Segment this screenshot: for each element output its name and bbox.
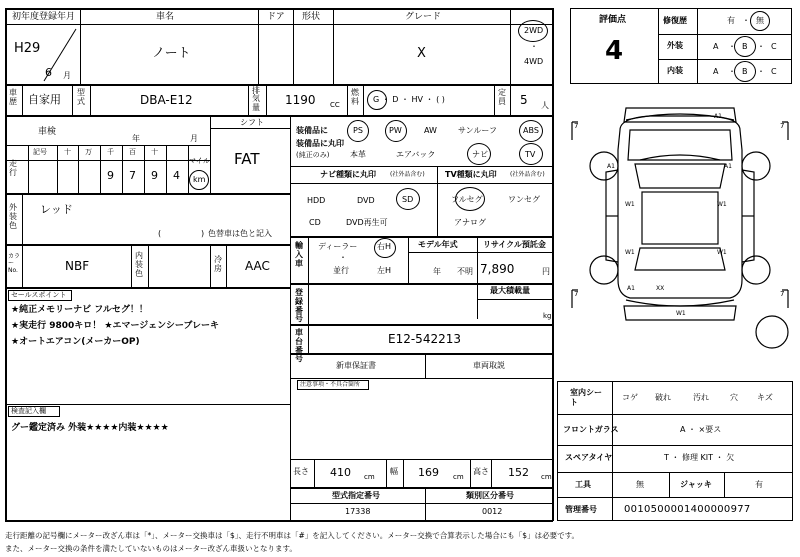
interior-label: 内装 bbox=[667, 66, 683, 75]
spare-options: T ・ 修理 KIT ・ 欠 bbox=[664, 453, 735, 462]
exterior-grade-b: B bbox=[742, 42, 748, 51]
interior-grade-dot: ・ bbox=[757, 67, 765, 76]
width-unit: cm bbox=[453, 473, 464, 481]
side-marker-left-bottom: 7 bbox=[574, 290, 579, 298]
recycle-label: リサイクル預託金 bbox=[483, 240, 546, 249]
interior-color-label: 内装色 bbox=[135, 251, 143, 278]
rating-label: 評価点 bbox=[599, 15, 627, 25]
navi-dvd-playable: DVD再生可 bbox=[346, 218, 388, 227]
color-note-open: ( bbox=[158, 229, 162, 238]
seat-option: 穴 bbox=[730, 393, 738, 402]
sales-point-line: ★実走行 9800キロ！ ★エマージェンシーブレーキ bbox=[11, 321, 220, 331]
registration-label: 登録番号 bbox=[295, 288, 303, 324]
exterior-grade-dot: ・ bbox=[728, 42, 736, 51]
diagram-mark: W1 bbox=[625, 201, 635, 208]
tv-oneseg: ワンセグ bbox=[508, 195, 540, 204]
class-no-label: 類別区分番号 bbox=[466, 491, 514, 500]
grade-label: グレード bbox=[405, 12, 442, 22]
displacement-value: 1190 bbox=[285, 93, 316, 107]
fuel-label: 燃料 bbox=[351, 88, 359, 106]
mileage-header-symbol: 記号 bbox=[33, 148, 47, 156]
mileage-digit: 9 bbox=[107, 169, 114, 182]
inspection-month-unit: 月 bbox=[190, 134, 198, 143]
mileage-digit: 9 bbox=[151, 169, 158, 182]
sales-point-line: ★純正メモリーナビ フルセグ！！ bbox=[11, 305, 148, 315]
side-marker-left-top: 7 bbox=[574, 122, 579, 130]
diagram-mark: A1 bbox=[607, 163, 615, 170]
manual-label: 車両取説 bbox=[473, 361, 505, 370]
equipment-sub-label: (純正のみ) bbox=[296, 151, 330, 159]
mileage-digit: 7 bbox=[129, 169, 136, 182]
width-value: 169 bbox=[418, 466, 439, 479]
import-parallel: 並行 bbox=[333, 266, 349, 275]
car-name-label: 車名 bbox=[156, 12, 175, 22]
notes-label: 注意事項・不具合箇所 bbox=[300, 381, 361, 388]
kg-unit: kg bbox=[543, 312, 552, 320]
color-no-value: NBF bbox=[65, 259, 90, 273]
shape-label: 形状 bbox=[302, 12, 321, 22]
sales-point-label: セールスポイント bbox=[11, 291, 67, 299]
import-dealer: ディーラー bbox=[318, 242, 358, 251]
equipment-label-1: 装備品に bbox=[296, 126, 328, 135]
diagram-mark: W1 bbox=[676, 310, 686, 317]
tv-type-note: (社外品含む) bbox=[510, 171, 545, 178]
drive-dot: ・ bbox=[530, 42, 538, 51]
equip-sunroof: サンルーフ bbox=[458, 126, 497, 135]
recycle-unit: 円 bbox=[542, 267, 550, 276]
repair-no: 無 bbox=[756, 16, 764, 25]
diagram-mark: A1 bbox=[724, 163, 732, 170]
mileage-unit: km bbox=[193, 175, 206, 184]
inspection-label: 車検 bbox=[38, 127, 57, 137]
color-note-close: ) bbox=[201, 229, 205, 238]
tv-type-label: TV種類に丸印 bbox=[445, 170, 497, 179]
import-dot: ・ bbox=[339, 253, 347, 262]
type-no-value: 17338 bbox=[345, 507, 371, 516]
displacement-label: 排気量 bbox=[252, 86, 260, 112]
shift-label: シフト bbox=[240, 118, 264, 127]
exterior-grade-dot: ・ bbox=[757, 42, 765, 51]
mileage-header-100: 百 bbox=[129, 148, 136, 156]
spare-label: スペアタイヤ bbox=[565, 453, 613, 462]
first-reg-month: 6 bbox=[45, 66, 52, 79]
length-unit: cm bbox=[364, 473, 375, 481]
exterior-grade-c: C bbox=[771, 42, 777, 51]
side-marker-right-top: 7 bbox=[780, 122, 785, 130]
usage-value: 自家用 bbox=[28, 93, 61, 106]
capacity-value: 5 bbox=[520, 93, 528, 107]
seat-option: キズ bbox=[757, 393, 773, 402]
interior-grade-dot: ・ bbox=[728, 67, 736, 76]
interior-grade-c: C bbox=[771, 67, 777, 76]
ac-label: 冷房 bbox=[214, 255, 222, 273]
first-reg-era: H29 bbox=[14, 41, 41, 56]
mileage-digit: 4 bbox=[173, 169, 180, 182]
navi-dvd: DVD bbox=[357, 196, 375, 205]
drive-2wd: 2WD bbox=[524, 26, 544, 35]
navi-hdd: HDD bbox=[307, 196, 326, 205]
capacity-label: 定員 bbox=[498, 88, 506, 106]
diagram-mark: XX bbox=[656, 285, 665, 292]
model-year-label: モデル年式 bbox=[418, 240, 458, 249]
exterior-grade-a: A bbox=[713, 42, 719, 51]
color-no-label: カラーNo. bbox=[8, 253, 21, 275]
diagram-mark: A1 bbox=[714, 113, 722, 120]
car-damage-diagram bbox=[560, 100, 800, 380]
side-marker-right-bottom: 7 bbox=[780, 290, 785, 298]
usage-label: 車歴 bbox=[9, 88, 17, 106]
capacity-unit: 人 bbox=[541, 101, 549, 110]
month-unit: 月 bbox=[63, 71, 71, 80]
mileage-header-100k: 十 bbox=[64, 148, 71, 156]
car-name: ノート bbox=[152, 46, 191, 61]
width-label: 幅 bbox=[390, 467, 398, 476]
navi-sd: SD bbox=[402, 195, 414, 204]
model-value: DBA-E12 bbox=[140, 93, 193, 107]
height-unit: cm bbox=[541, 473, 552, 481]
inspection-record-text: グー鑑定済み 外装★★★★内装★★★★ bbox=[11, 423, 169, 433]
equip-pw: PW bbox=[389, 126, 402, 135]
exterior-label: 外装 bbox=[667, 41, 683, 50]
jack-value: 有 bbox=[755, 480, 763, 489]
ac-value: AAC bbox=[245, 259, 270, 273]
mileage-header-10: 十 bbox=[151, 148, 158, 156]
mileage-header-1k: 千 bbox=[107, 148, 114, 156]
height-value: 152 bbox=[508, 466, 529, 479]
navi-type-label: ナビ種類に丸印 bbox=[320, 170, 376, 179]
seat-option: 破れ bbox=[655, 393, 671, 402]
max-load-label: 最大積載量 bbox=[490, 286, 530, 295]
rating-score: 4 bbox=[605, 36, 624, 66]
management-label: 管理番号 bbox=[565, 505, 597, 514]
chassis-value: E12-542213 bbox=[388, 332, 461, 346]
model-year-unit: 年 bbox=[433, 267, 441, 276]
color-note: 色替車は色と記入 bbox=[208, 229, 272, 238]
navi-type-note: (社外品含む) bbox=[390, 171, 425, 178]
door-label: ドア bbox=[267, 12, 285, 22]
cc-unit: CC bbox=[330, 101, 340, 109]
import-label: 輸入車 bbox=[295, 241, 303, 268]
management-no: 0010500001400000977 bbox=[624, 504, 751, 515]
footer-note: また、メーター交換の条件を満たしていないものはメーター改ざん車扱いとなります。 bbox=[5, 544, 297, 553]
chassis-label: 車台番号 bbox=[295, 328, 303, 364]
color-value: レッド bbox=[40, 203, 73, 216]
diagram-mark: W1 bbox=[717, 249, 727, 256]
seat-option: コゲ bbox=[622, 393, 638, 402]
type-no-label: 型式指定番号 bbox=[332, 491, 380, 500]
interior-grade-a: A bbox=[713, 67, 719, 76]
seat-label: 室内シート bbox=[570, 388, 602, 407]
equip-aw: AW bbox=[424, 126, 437, 135]
inspection-year-unit: 年 bbox=[132, 134, 140, 143]
class-no-value: 0012 bbox=[482, 507, 503, 516]
interior-grade-b: B bbox=[742, 67, 748, 76]
windshield-label: フロントガラス bbox=[563, 425, 619, 434]
mileage-header-10k: 万 bbox=[85, 148, 92, 156]
model-label: 型式 bbox=[77, 88, 85, 106]
diagram-mark: W1 bbox=[625, 249, 635, 256]
first-reg-label: 初年度登録年月 bbox=[12, 12, 76, 22]
model-year-unknown: 不明 bbox=[457, 267, 473, 276]
equip-tv: TV bbox=[525, 150, 536, 159]
length-label: 長さ bbox=[293, 467, 309, 476]
equip-abs: ABS bbox=[523, 126, 539, 135]
mileage-label: 走行 bbox=[9, 159, 17, 177]
sales-point-line: ★オートエアコン(メーカーOP) bbox=[11, 337, 140, 347]
equip-navi: ナビ bbox=[472, 150, 488, 159]
color-label: 外装色 bbox=[9, 203, 17, 231]
diagram-mark: W1 bbox=[717, 201, 727, 208]
drive-4wd: 4WD bbox=[524, 57, 544, 66]
repair-yes: 有 bbox=[727, 16, 735, 25]
equipment-label: 装備品に丸印 bbox=[296, 139, 344, 148]
mileage-header-mile: マイル bbox=[189, 157, 210, 165]
repair-label: 修復歴 bbox=[663, 16, 687, 25]
repair-dot: ・ bbox=[742, 16, 750, 25]
shift-value: FAT bbox=[234, 150, 260, 168]
windshield-options: A ・ ×要ス bbox=[680, 425, 722, 434]
equip-ps: PS bbox=[353, 126, 363, 135]
length-value: 410 bbox=[330, 466, 351, 479]
import-left-handle: 左H bbox=[377, 266, 392, 275]
seat-option: 汚れ bbox=[693, 393, 709, 402]
tools-value: 無 bbox=[636, 480, 644, 489]
tv-fullseg: フルセグ bbox=[451, 195, 483, 204]
recycle-value: 7,890 bbox=[480, 262, 515, 276]
inspection-record-label: 検査記入欄 bbox=[11, 407, 46, 415]
grade-value: X bbox=[417, 46, 426, 61]
fuel-options: G ・ D ・ HV ・ ( ) bbox=[373, 95, 445, 104]
tools-label: 工具 bbox=[575, 480, 591, 489]
diagram-mark: A1 bbox=[627, 285, 635, 292]
equip-leather: 本革 bbox=[350, 150, 366, 159]
import-right-handle: 右H bbox=[377, 242, 392, 251]
jack-label: ジャッキ bbox=[680, 480, 712, 489]
height-label: 高さ bbox=[473, 467, 489, 476]
navi-cd: CD bbox=[309, 218, 321, 227]
tv-analog: アナログ bbox=[454, 218, 486, 227]
warranty-label: 新車保証書 bbox=[336, 361, 376, 370]
footer-note: 走行距離の記号欄にメーター改ざん車は「*」、メーター交換車は「$」、走行不明車は「#」を記入してください。メーター交換で合算表示した場合にも「$」は必要です。 bbox=[5, 531, 579, 540]
equip-airbag: エアバック bbox=[396, 150, 436, 159]
